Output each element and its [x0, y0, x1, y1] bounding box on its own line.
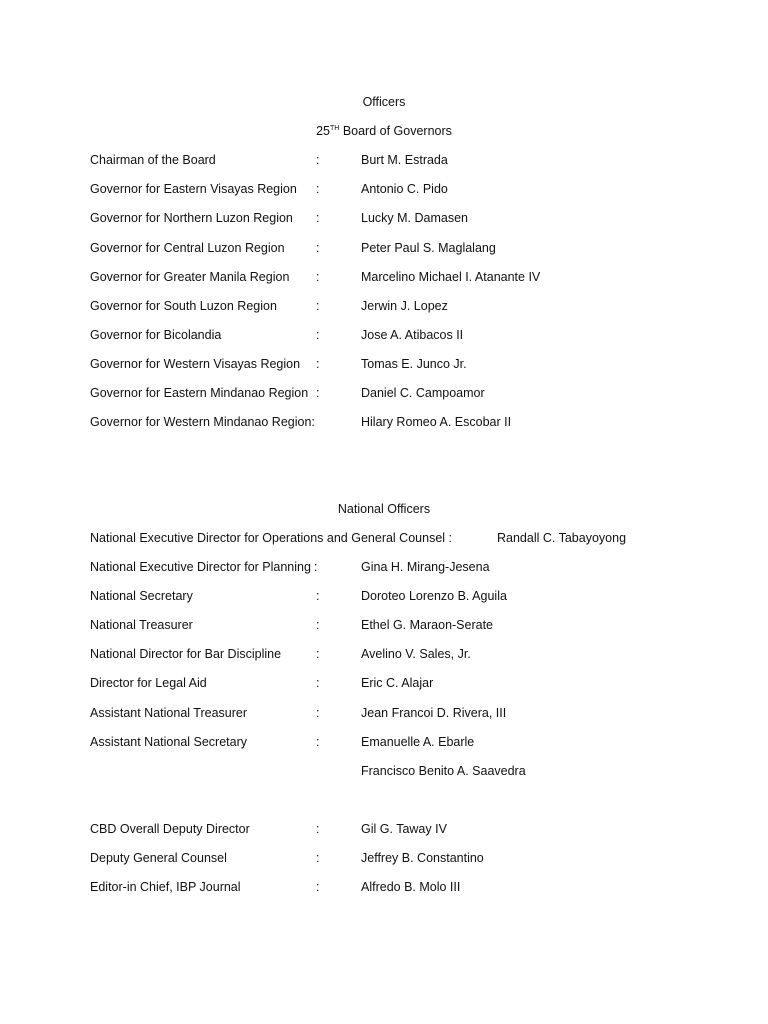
position-label: Governor for Bicolandia: [90, 328, 222, 342]
subtitle-number: 25: [316, 124, 330, 138]
separator: :: [316, 182, 320, 196]
separator: :: [316, 735, 320, 749]
section-subtitle-board: [0, 123, 768, 139]
subtitle-text: Board of Governors: [339, 124, 452, 138]
officer-name: Alfredo B. Molo III: [361, 880, 461, 894]
separator: :: [316, 211, 320, 225]
separator: :: [316, 357, 320, 371]
separator: :: [316, 676, 320, 690]
officer-name: Randall C. Tabayoyong: [497, 531, 627, 545]
position-label: Chairman of the Board: [90, 153, 216, 167]
position-label: Governor for South Luzon Region: [90, 299, 277, 313]
position-label: National Executive Director for Operations and General Counsel :: [90, 531, 452, 545]
section-title-national-officers: National Officers: [337, 502, 431, 516]
separator: :: [316, 851, 320, 865]
separator: :: [316, 706, 320, 720]
subtitle-superscript: TH: [330, 125, 340, 132]
separator: :: [316, 618, 320, 632]
officer-name: Peter Paul S. Maglalang: [361, 241, 496, 255]
officer-name: Daniel C. Campoamor: [361, 386, 485, 400]
separator: :: [316, 270, 320, 284]
position-label: Assistant National Treasurer: [90, 706, 248, 720]
officer-name: Jeffrey B. Constantino: [361, 851, 484, 865]
position-label: National Treasurer: [90, 618, 193, 632]
officer-name: Jose A. Atibacos II: [361, 328, 464, 342]
separator: :: [316, 647, 320, 661]
separator: :: [316, 822, 320, 836]
position-label: Deputy General Counsel: [90, 851, 227, 865]
separator: :: [316, 299, 320, 313]
position-label: Governor for Central Luzon Region: [90, 241, 285, 255]
position-label: Governor for Western Visayas Region: [90, 357, 301, 371]
separator: :: [316, 328, 320, 342]
position-label: Director for Legal Aid: [90, 676, 207, 690]
separator: :: [316, 880, 320, 894]
officer-name: Emanuelle A. Ebarle: [361, 735, 475, 749]
separator: :: [316, 241, 320, 255]
officer-name: Lucky M. Damasen: [361, 211, 468, 225]
position-label: National Executive Director for Planning: [90, 560, 311, 574]
officer-name: Doroteo Lorenzo B. Aguila: [361, 589, 507, 603]
position-label: Governor for Northern Luzon Region: [90, 211, 293, 225]
separator: :: [316, 589, 320, 603]
position-label: Assistant National Secretary: [90, 735, 248, 749]
officer-name: Avelino V. Sales, Jr.: [361, 647, 471, 661]
separator: :: [314, 560, 318, 574]
officer-name: Francisco Benito A. Saavedra: [361, 764, 526, 778]
section-title-officers: Officers: [362, 95, 406, 109]
officer-name: Hilary Romeo A. Escobar II: [361, 415, 512, 429]
separator: :: [316, 386, 320, 400]
officer-name: Burt M. Estrada: [361, 153, 448, 167]
position-label: National Secretary: [90, 589, 193, 603]
officer-name: Gil G. Taway IV: [361, 822, 447, 836]
position-label: Governor for Eastern Visayas Region: [90, 182, 297, 196]
officer-name: Gina H. Mirang-Jesena: [361, 560, 490, 574]
officer-name: Eric C. Alajar: [361, 676, 434, 690]
officer-name: Antonio C. Pido: [361, 182, 448, 196]
position-label: Governor for Western Mindanao Region:: [90, 415, 315, 429]
separator: :: [316, 153, 320, 167]
position-label: Governor for Eastern Mindanao Region: [90, 386, 309, 400]
officer-name: Ethel G. Maraon-Serate: [361, 618, 494, 632]
officer-name: Tomas E. Junco Jr.: [361, 357, 467, 371]
position-label: Editor-in Chief, IBP Journal: [90, 880, 241, 894]
position-label: National Director for Bar Discipline: [90, 647, 282, 661]
position-label: CBD Overall Deputy Director: [90, 822, 250, 836]
officer-name: Marcelino Michael I. Atanante IV: [361, 270, 541, 284]
officer-name: Jerwin J. Lopez: [361, 299, 448, 313]
officer-name: Jean Francoi D. Rivera, III: [361, 706, 507, 720]
position-label: Governor for Greater Manila Region: [90, 270, 290, 284]
